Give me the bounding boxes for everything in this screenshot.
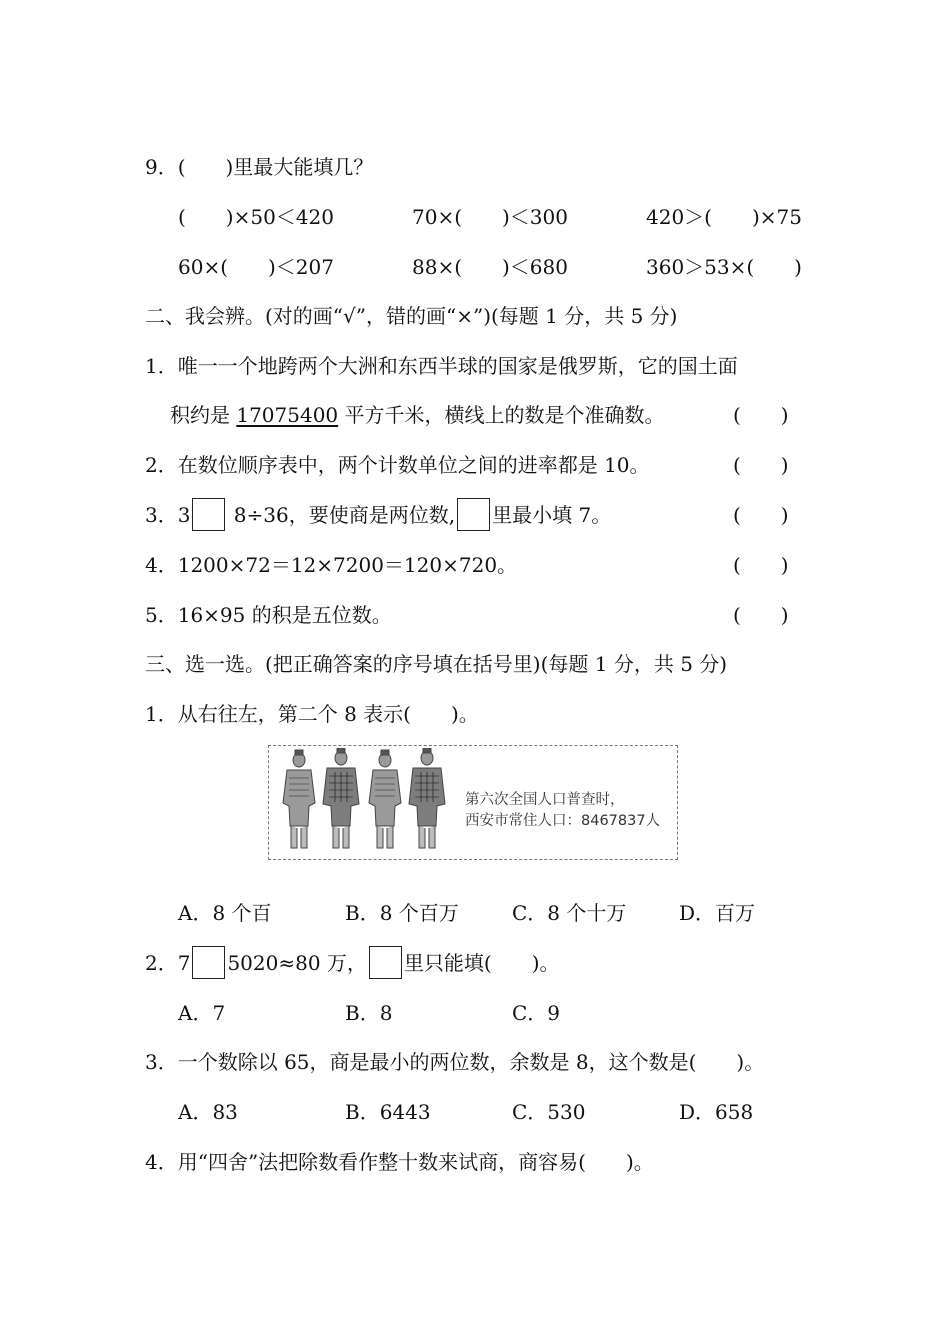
s2-item1-post: 平方千米，横线上的数是个准确数。	[338, 403, 665, 427]
q9-row1-c: 420＞( )×75	[646, 205, 802, 229]
q9-row1-a: ( )×50＜420	[178, 205, 334, 229]
digit-box[interactable]	[192, 946, 225, 979]
section3-heading: 三、选一选。(把正确答案的序号填在括号里)(每题 1 分，共 5 分)	[145, 652, 728, 676]
s2-item3	[145, 501, 611, 529]
s3-q3-option-d[interactable]: D．658	[679, 1100, 754, 1124]
s3-q1-option-d[interactable]: D．百万	[679, 901, 756, 925]
s2-item1-answer-paren[interactable]: ( )	[733, 403, 789, 427]
s2-item3-mid: 8÷36，要使商是两位数,	[227, 503, 456, 527]
s2-item3-post: 里最小填 7。	[492, 503, 612, 527]
q9-row2-a: 60×( )＜207	[178, 255, 334, 279]
s3-q2-option-b[interactable]: B．8	[345, 1001, 393, 1025]
s3-q1-stem: 1．从右往左，第二个 8 表示( )。	[145, 702, 479, 726]
terracotta-warriors-figure	[268, 745, 678, 860]
s3-q2-stem	[145, 949, 560, 977]
q9-row1-b: 70×( )＜300	[412, 205, 568, 229]
s3-q4-stem: 4．用“四舍”法把除数看作整十数来试商，商容易( )。	[145, 1150, 654, 1174]
s3-q3-stem: 3．一个数除以 65，商是最小的两位数，余数是 8，这个数是( )。	[145, 1050, 765, 1074]
s2-item5: 5．16×95 的积是五位数。	[145, 603, 392, 627]
section2-heading: 二、我会辨。(对的画“√”，错的画“×”)(每题 1 分，共 5 分)	[145, 304, 678, 328]
figure-caption-line1: 第六次全国人口普查时，	[465, 792, 625, 808]
s2-item1-pre: 积约是	[170, 403, 237, 427]
s2-item2: 2．在数位顺序表中，两个计数单位之间的进率都是 10。	[145, 453, 650, 477]
s2-item1-line1: 1．唯一一个地跨两个大洲和东西半球的国家是俄罗斯，它的国土面	[145, 354, 738, 378]
figure-caption	[465, 790, 660, 832]
q9-row2-c: 360＞53×( )	[646, 255, 802, 279]
s3-q1-option-a[interactable]: A．8 个百	[178, 901, 272, 925]
s3-q2-pre: 2．7	[145, 951, 191, 975]
s3-q1-option-b[interactable]: B．8 个百万	[345, 901, 459, 925]
s2-item4: 4．1200×72＝12×7200＝120×720。	[145, 553, 518, 577]
s2-item3-answer-paren[interactable]: ( )	[733, 503, 789, 527]
s3-q2-post: 里只能填( )。	[403, 951, 560, 975]
digit-box	[369, 946, 402, 979]
figure-caption-line2: 西安市常住人口：8467837人	[465, 813, 661, 829]
digit-box[interactable]	[192, 498, 225, 531]
s2-item4-answer-paren[interactable]: ( )	[733, 553, 789, 577]
s3-q2-mid: 5020≈80 万，	[227, 951, 367, 975]
s3-q3-option-c[interactable]: C．530	[512, 1100, 586, 1124]
s3-q3-option-b[interactable]: B．6443	[345, 1100, 431, 1124]
q9-row2-b: 88×( )＜680	[412, 255, 568, 279]
q9-title: 9．( )里最大能填几？	[145, 155, 374, 179]
s2-item1-line2	[170, 401, 665, 429]
digit-box	[457, 498, 490, 531]
s2-item3-pre: 3．3	[145, 503, 191, 527]
s3-q2-option-a[interactable]: A．7	[178, 1001, 226, 1025]
s2-item1-underlined-number: 17075400	[236, 403, 339, 427]
terracotta-warriors-illustration	[275, 748, 455, 858]
s3-q1-option-c[interactable]: C．8 个十万	[512, 901, 627, 925]
s3-q3-option-a[interactable]: A．83	[178, 1100, 238, 1124]
s2-item2-answer-paren[interactable]: ( )	[733, 453, 789, 477]
s3-q2-option-c[interactable]: C．9	[512, 1001, 561, 1025]
s2-item5-answer-paren[interactable]: ( )	[733, 603, 789, 627]
